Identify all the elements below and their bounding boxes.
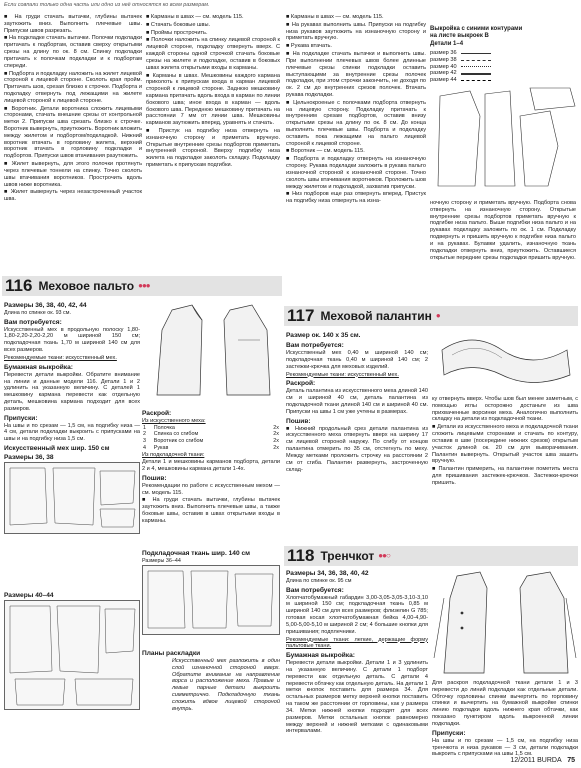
page-footer bbox=[510, 757, 575, 766]
need-title: Вам потребуется: bbox=[4, 318, 62, 326]
cut-cell-n: 4 bbox=[143, 444, 146, 451]
lining-sizes: Размеры 36–44 bbox=[142, 558, 181, 565]
difficulty-dots: ●●○ bbox=[378, 551, 390, 561]
need-text: Искусственный мех в продольную полоску 1,80-1,80-2,20-2,20-2,20 м шириной 150 см; подкладочная ткань 1,70 м шириной 140 см для всех размеров. bbox=[4, 326, 140, 354]
section-118-title: Тренчкот bbox=[320, 548, 375, 563]
size-legend-label: размер 44 bbox=[430, 77, 457, 84]
instruction-paragraph: ■ Подборта и подкладку отвернуть на изнаночную сторону. Рукава подкладки заложить в рукава пальто изнаночной стороной к изнаночной стороне. Точно сколоть швы втачивания воротников. Проложить шов между жилетом и подкладкой, захватив припуски. bbox=[286, 156, 426, 190]
size-legend-label: размер 38 bbox=[430, 56, 457, 63]
issue-label: 12/2011 BURDA bbox=[510, 757, 562, 765]
cut-cell-n: 3 bbox=[143, 438, 146, 445]
cut-cell-name: Рукав bbox=[153, 444, 169, 451]
stole-right-items bbox=[432, 424, 578, 486]
instruction-paragraph: ■ Карманы в швах — см. модель 115. bbox=[286, 14, 384, 20]
trenchcoat-illustration bbox=[432, 568, 578, 678]
section-117-details bbox=[286, 330, 428, 474]
instruction-paragraph: ■ Карманы в швах. Мешковины каждого кармана приколоть к припускам входа в карман лицевой стороной к лицевой стороне. Заднюю мешковину кармана притачать вдоль входа в карман по линии бокового шва; иное входа в карман — вдоль бокового шва. Переднюю мешковину притачать на расстоянии 7 мм от линии шва. Мешковины карманов заутюжить вперед, уравнять и стачать. bbox=[146, 72, 280, 127]
size-legend-item bbox=[430, 70, 578, 77]
size-line-sample bbox=[461, 73, 491, 75]
lining-diagram bbox=[143, 566, 279, 634]
cut-cell-n: 1 bbox=[143, 424, 146, 431]
diagram-title: Выкройка с синими контурами на листе выкроек В bbox=[430, 26, 523, 40]
instruction-paragraph: ■ Низ подборов еще раз отвернуть вперед. Пристук на подгибку низа отвернуть на изна- bbox=[286, 191, 426, 205]
diagram-subtitle: Детали 1–4 bbox=[430, 40, 464, 47]
section-118-details bbox=[286, 568, 428, 736]
cut-sub: Из искусственного меха: bbox=[142, 418, 206, 425]
sew-title: Пошив: bbox=[142, 474, 167, 482]
difficulty-dots: ●●● bbox=[138, 281, 150, 291]
pattern-text: Перевести детали выкройки. Детали 1 и 3 удлинить на указанную величину. С детали 1 подборт перевести как отдельную деталь. С детали 4 перевести обтачку как отдельную деталь. На детали 1 метки кнопок поставить для размера 34. Для остальных размеров метку верхней кнопки поставить на таком же расстоянии от горловины, как у размера 34. Метки нижней кнопки подходят для всех размеров. Метки остальных кнопок равномерно между верхней и нижней метками с одинаковыми интервалами. bbox=[286, 660, 428, 735]
cut-row bbox=[142, 425, 280, 432]
instruction-paragraph: ночную сторону и приметать вручную. Подборта снова отвернуть на изнаночную сторону. Открытые внутренние срезы подбортов приметать вручную к подгибке низа пальто. Выше подгибки низа пальто и на рукавах подкладку заложить по ок. 1 см. Подкладку подвернуть и пришить вручную к подгибке низа пальто и на рукавах. Булавки удалить, изнаночную ткань подкладки отвернуть вниз, приутюжить. Оставшиеся открытые передние срезы подкладки пришить вручную. bbox=[430, 200, 576, 261]
lining-layout bbox=[142, 548, 280, 635]
instruction-paragraph: ■ Воротник — см. модель 115. bbox=[286, 148, 365, 155]
size-legend-item bbox=[430, 57, 578, 64]
cut-row bbox=[142, 445, 280, 452]
section-116-details bbox=[4, 300, 140, 453]
need-title: Вам потребуется: bbox=[286, 342, 344, 350]
sizes: Размеры 36, 38, 40, 42, 44 bbox=[4, 302, 87, 309]
instruction-paragraph: ■ Проймы прострочить. bbox=[146, 29, 208, 36]
section-116-number: 116 bbox=[5, 275, 33, 295]
need-extra: Рекомендуемые ткани: искусственный мех. bbox=[286, 371, 399, 378]
section-117-title: Меховой палантин bbox=[320, 308, 432, 323]
cut-table bbox=[142, 425, 280, 451]
section-117-header bbox=[284, 306, 578, 326]
section-118-continued bbox=[432, 680, 578, 759]
instructions-col3 bbox=[286, 14, 426, 206]
layout-a-sizes: Размеры 36, 38 bbox=[4, 454, 54, 461]
sew-text: Рекомендации по работе с искусственным мехом — см. модель 115. bbox=[142, 482, 280, 496]
instruction-paragraph: ■ Цельнокроеные с полочками подборта отвернуть на лицевую сторону. Подкладку притачать к внутренним срезам подбортов, оставив внизу открытыми срезы на длину по ок. 8 см. До конца выполнить плечевые швы. Подборта и подкладку оставить пока лежащими на пальто лицевой стороной к лицевой стороне. bbox=[286, 99, 426, 147]
sew-title: Пошив: bbox=[286, 417, 311, 425]
need-text: Искусственный мех 0,40 м шириной 140 см; подкладочная ткань 0,40 м шириной 140 см; 2 застежки-крючка для меховых изделий. bbox=[286, 350, 428, 370]
cut-cell-q: 2x bbox=[273, 438, 279, 445]
pattern-title: Бумажная выкройка: bbox=[4, 363, 73, 371]
section-117-number: 117 bbox=[287, 305, 315, 325]
cut-cell-name: Полочка bbox=[153, 424, 175, 431]
sew-items bbox=[142, 497, 280, 524]
layout-b-diagram bbox=[5, 601, 139, 709]
instruction-paragraph: ■ Стачать боковые швы. bbox=[146, 21, 211, 28]
trench-right-text: Для раскроя подкладочной ткани детали 1 и 3 перевести до линий подкладки как отдельные детали. Обточку горловины спинки вычертить по горловину спинки и вычертить на бумажной выкройке спинки линию подкладки вдоль нижнего края обтачки, как показано пунктиром вдоль выкроенной линии подкладки. bbox=[432, 680, 578, 727]
stole-right-text: ку отвернуть вверх. Чтобы шов был менее заметным, с помощью иглы осторожно достаньте из шва прихваченные ворсинки меха. Аналогично выполнить складку на детали из подкладочной ткани. bbox=[432, 396, 578, 423]
cut-cell-q: 2x bbox=[273, 424, 279, 431]
cut-cell-q: 2x bbox=[273, 431, 279, 438]
stole-step: ■ Детали из искусственного меха и подкладочной ткани сложить лицевыми сторонами и стачать по контуру, оставив в шве (посередине нижних срезов) открытым участок длиной ок. 20 см для выворачивания. Палантин вывернуть. Открытый участок шва зашить вручную. bbox=[432, 424, 578, 465]
cut-cell-q: 2x bbox=[273, 444, 279, 451]
size-legend bbox=[430, 50, 578, 84]
size-legend-label: размер 40 bbox=[430, 63, 457, 70]
instruction-paragraph: ■ Жилет вывернуть, для этого полочки протянуть через плечевые тоннели на спинку. Точно сколоть швы втачивания воротников. Прострочить вдоль швов ниже воротника. bbox=[4, 161, 142, 188]
instruction-paragraph: ■ Подборта и подкладку наложить на жилет лицевой стороной к лицевой стороне. Сколоть края пройм. Притачать шов, срезая близко к строчке. Подборта и подкладку отвернуть под лежащими на жилете лицевой стороной к лицевой стороне. bbox=[4, 70, 142, 104]
section-118-header bbox=[284, 546, 578, 566]
cut-row bbox=[142, 438, 280, 445]
instruction-paragraph: ■ Жилет вывернуть через незастроченный участок шва. bbox=[4, 189, 142, 203]
allow-text: На швы и по срезам — 1,5 см, на подгибку низа — 4 см, детали подкладки выкроить с припусками на швы и на подгибку низа 1,5 см. bbox=[4, 422, 140, 443]
section-116-header bbox=[2, 276, 282, 296]
pattern-pieces-diagram bbox=[430, 86, 578, 196]
allow-title: Припуски: bbox=[4, 414, 38, 422]
difficulty-dots: ● bbox=[435, 311, 440, 321]
size-legend-item bbox=[430, 64, 578, 71]
fabric-label: Искусственный мех шир. 150 см bbox=[4, 445, 110, 453]
coat-illustration bbox=[142, 300, 282, 400]
instructions-col4 bbox=[430, 200, 576, 262]
instruction-paragraph: ■ На рукавах выполнить швы. Припуски на подгибку низа рукавов заутюжить на изнаночную сторону и приметать вручную. bbox=[286, 21, 426, 42]
top-caption: Если совпали только одна часть или одно из неё относятся ко всем размерам. bbox=[4, 2, 210, 8]
stole-illustration bbox=[432, 330, 578, 392]
pattern-diagram-box bbox=[430, 26, 578, 196]
size-legend-item bbox=[430, 50, 578, 57]
instruction-paragraph: ■ Рукава втачать. bbox=[286, 43, 332, 50]
length: Длина по спинке ок. 95 см bbox=[286, 578, 352, 585]
cut-row bbox=[142, 431, 280, 438]
lining-fabric-label: Подкладочная ткань шир. 140 см bbox=[142, 550, 250, 557]
sew-item: ■ На груди стачать вытачки, глубины вытачек заутюжить вниз. Выполнить плечевые швы, а также боковые швы, оставив в швах открытыми входы в карманы. bbox=[142, 497, 280, 524]
instruction-paragraph: ■ На груди стачать вытачки, глубины вытачек заутюжить вниз. Выполнить плечевые швы. Припуски швов разрезать. bbox=[4, 14, 142, 34]
instruction-paragraph: ■ Карманы в швах — см. модель 115. bbox=[146, 14, 244, 20]
layout-b-sizes: Размеры 40–44 bbox=[4, 592, 54, 599]
cut-cell-n: 2 bbox=[143, 431, 146, 438]
pattern-text: Перевести детали выкройки. Обратите внимание на линии и данные модели 116. Детали 1 и 2 удлинить на указанную величину. С деталей 1 мешковину кармана перевести как отдельную деталь, мешковина кармана подходит для всех размеров. bbox=[4, 371, 140, 412]
stole-step: ■ Палантин примерить, на палантине пометить места для пришивания застежек-крючков. Застежки-крючки пришить. bbox=[432, 466, 578, 486]
size-legend-label: размер 36 bbox=[430, 49, 457, 56]
need-extra: Рекомендуемые ткани: искусственный мех. bbox=[4, 354, 117, 361]
section-118-number: 118 bbox=[287, 545, 315, 565]
size-line-sample bbox=[461, 66, 491, 67]
section-116-title: Меховое пальто bbox=[38, 278, 135, 293]
section-116-cutting bbox=[142, 408, 280, 526]
cutting-plans bbox=[142, 648, 280, 714]
instruction-paragraph: ■ Пристук на подгибку низа отвернуть на изнаночную сторону и приметать вручную. Открытые внутренние срезы подбортов приметать внутренней стороной. Вверху подгибку низа жилета на подкладке заколоть складку. Подкладку приметать к припускам подгибки. bbox=[146, 128, 280, 169]
instruction-paragraph: ■ Полочки наложить на спинку лицевой стороной к лицевой стороне, подкладку отвернуть вверх. С каждой стороны одной строчкой стачать боковые срезы на жилете и подкладке, оставив в боковых швах жилета открытыми входы в карманы. bbox=[146, 37, 280, 71]
cut-cell-name: Воротник со сгибом bbox=[153, 438, 204, 445]
size: Размер ок. 140 х 35 см. bbox=[286, 332, 361, 339]
length: Длина по спинке ок. 93 см. bbox=[4, 310, 71, 317]
page-number: 75 bbox=[567, 757, 575, 765]
cutting-layout-a bbox=[4, 452, 140, 534]
sew-text: ■ Нижний продольный срез детали палантина из искусственного меха отвернуть вверх на ширину 17 см лицевой стороной наружу. По сгибу от концов палантина отмерить по 35 см, отстегнуть по меху. Между метками проложить строчку на расстоянии 2 см от сгиба. Палантин развернуть, застроченную склад- bbox=[286, 425, 428, 473]
sizes: Размеры 34, 36, 38, 40, 42 bbox=[286, 570, 369, 577]
size-line-sample bbox=[461, 80, 491, 81]
cut-title: Раскрой: bbox=[286, 380, 316, 388]
need-text: Хлопчатобумажный габардин 3,00-3,05-3,05-3,10-3,10 м шириной 150 см; подкладочная ткань 0,85 м шириной 140 см для всех размеров; флизелин G 785; готовая косая хлопчатобумажная бейка 4,00-4,90-5,00-5,00-5,10 м шириной 2 см; 4 большие кнопки для пришивания; подплечники. bbox=[286, 594, 428, 635]
section-117-continued bbox=[432, 396, 578, 488]
plan-text: Искусственный мех разложить в один слой изнаночной стороной вверх. Обратите внимание на направление ворса и расположение меха. Правые и левые парные детали выкроить симметрично. Подкладочную ткань сложить вдвое лицевой стороной внутрь. bbox=[172, 658, 280, 712]
instructions-col2 bbox=[146, 14, 280, 170]
lining-text: Детали 1 и мешковины карманов подборта, детали 2 и 4, мешковины кармана детали 1-4x. bbox=[142, 459, 280, 472]
instructions-col1 bbox=[4, 14, 142, 204]
instruction-paragraph: ■ На подкладке стачать вытачки. Полочки подкладки притачать к подбортам, оставив сверху открытыми срезы на длину по ок. 8 см. Спинку подкладки притачать к полочкам подкладки и к подбортам спереди. bbox=[4, 35, 142, 69]
cutting-layout-b bbox=[4, 590, 140, 710]
plan-title: Планы раскладки bbox=[142, 650, 201, 657]
size-line-sample bbox=[461, 60, 491, 61]
need-title: Вам потребуется: bbox=[286, 586, 344, 594]
instruction-paragraph: ■ На подкладке стачать вытачки и выполнить швы. При выполнении плечевых швов более длинные плечевые срезы спинки подкладки оставить выступающими за внутренние срезы полочек подкладки, при этом строчки закончить, не доходя по ок. 2 см до внутренних срезов полочек. Втачать рукава подкладки. bbox=[286, 51, 426, 98]
size-legend-item bbox=[430, 77, 578, 84]
layout-a-diagram bbox=[5, 463, 139, 533]
cut-text: Деталь палантина из искусственного меха длиной 140 см и шириной 40 см, деталь палантина из подкладочной ткани длиной 140 см и шириной 40 см. Припуски на швы 1 см уже учтены в размерах. bbox=[286, 388, 428, 415]
size-legend-label: размер 42 bbox=[430, 70, 457, 77]
allow-text: На швы и по срезам — 1,5 см, на подгибку низа тренчкота и низа рукавов — 3 см, детали подкладки выкроить с припусками на швы 1,5 см. bbox=[432, 737, 578, 758]
lining-sub: Из подкладочной ткани: bbox=[142, 452, 205, 459]
cut-title: Раскрой: bbox=[142, 410, 172, 417]
instruction-paragraph: ■ Воротник. Детали воротника сложить лицевыми сторонами, стачать внешние срезы от контрольной метки 2. Припуски шва срезать близко к строчке. Воротник вывернуть, приутюжить. Воротник вложить между жилетом и подбортом/подкладкой. Нижний воротник втачать в горловину жилета, верхний воротник втачать в горловину подкладки и подбортов. Припуски швов втачивания разутюжить. bbox=[4, 105, 142, 160]
size-line-sample bbox=[461, 53, 491, 54]
pattern-title: Бумажная выкройка: bbox=[286, 652, 355, 660]
cut-cell-name: Спинка со сгибом bbox=[153, 431, 199, 438]
need-extra: Рекомендуемые ткани: легкие, держащие форму пальтовые ткани. bbox=[286, 636, 428, 650]
allow-title: Припуски: bbox=[432, 729, 466, 737]
